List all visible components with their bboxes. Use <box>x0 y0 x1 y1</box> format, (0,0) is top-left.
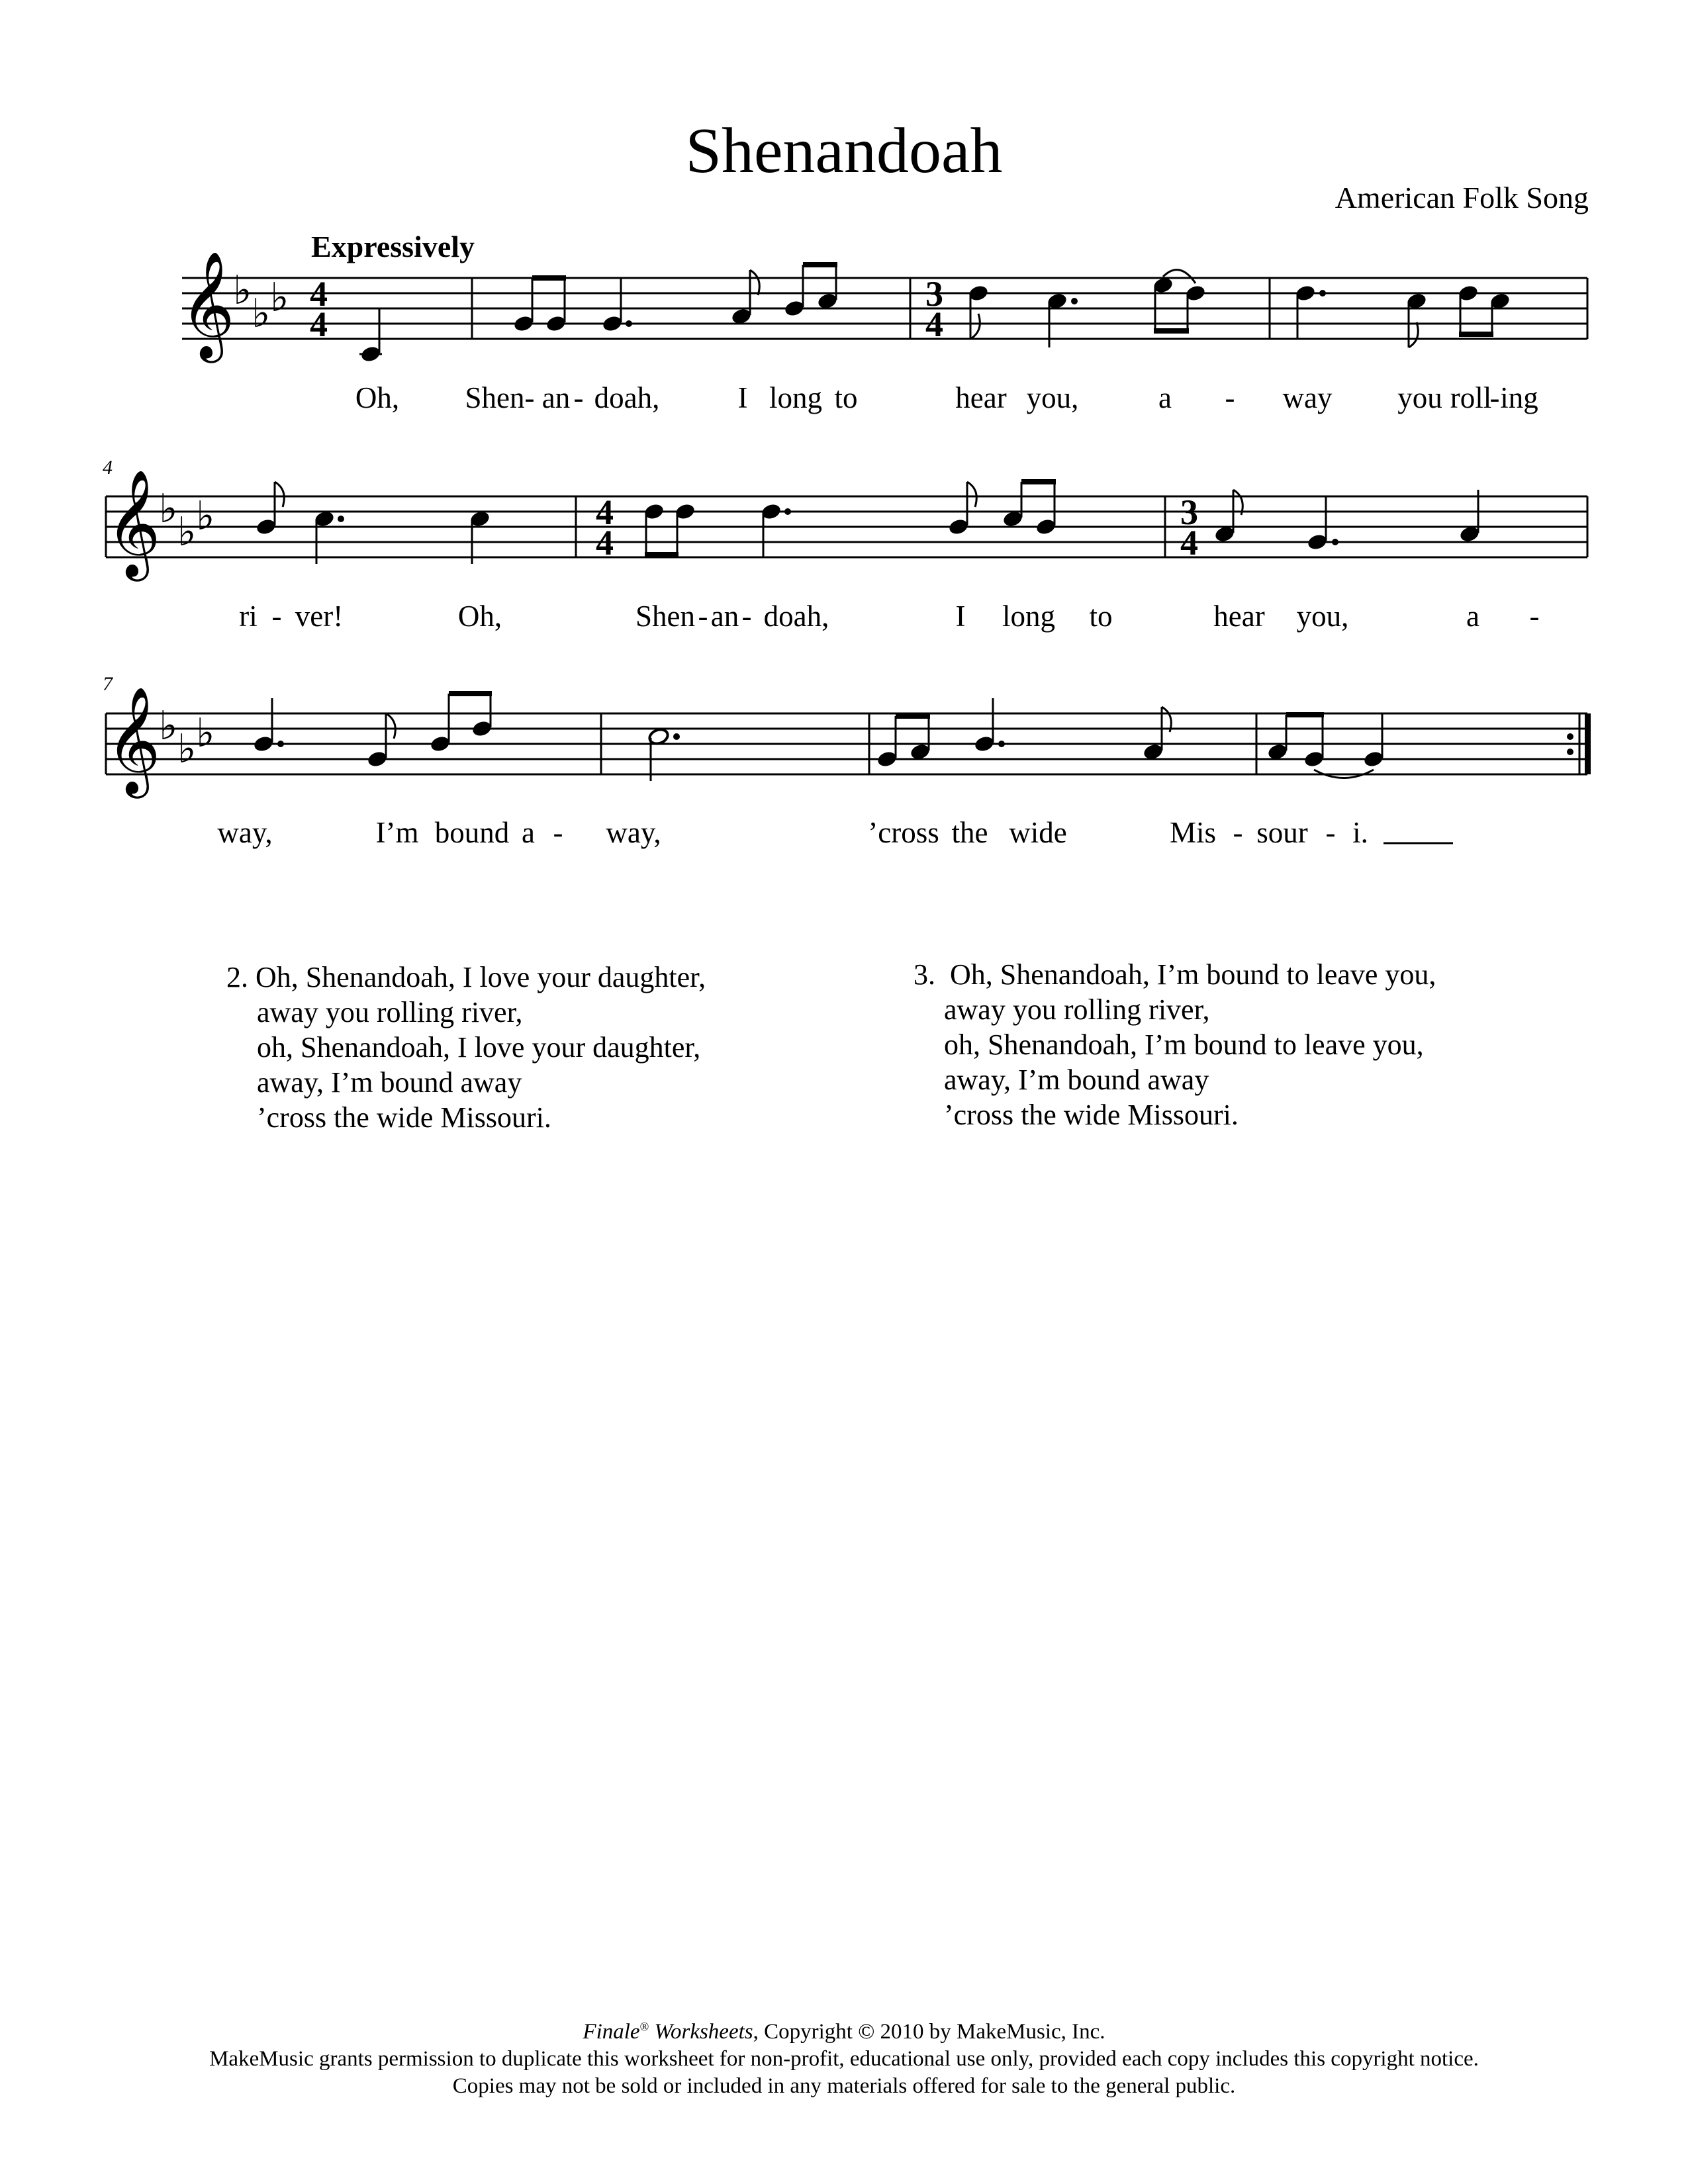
svg-text:4: 4 <box>596 523 614 563</box>
treble-clef: 𝄞 <box>106 686 161 794</box>
svg-text:♭: ♭ <box>159 703 178 749</box>
permission-notice: MakeMusic grants permission to duplicate this worksheet for non-profit, educational use only, provided each copy includes this copyright notice. <box>209 2047 1479 2071</box>
verse-line: away you rolling river, <box>257 996 523 1028</box>
measure-number: 7 <box>103 673 113 695</box>
notes <box>255 482 1480 564</box>
staff-system-3 <box>0 686 1688 833</box>
verse-line: ’cross the wide Missouri. <box>944 1099 1239 1131</box>
lyric-syllable: an <box>710 600 739 633</box>
svg-text:♭: ♭ <box>233 267 252 314</box>
lyric-syllable: a <box>522 816 535 849</box>
staff-lines <box>106 496 1587 557</box>
melisma-extender <box>0 841 1688 847</box>
lyric-syllable: hear <box>1213 600 1265 633</box>
treble-clef: 𝄞 <box>180 251 235 359</box>
lyric-syllable: ing <box>1500 381 1538 414</box>
lyric-syllable: I <box>737 381 748 414</box>
lyric-syllable: you, <box>1296 600 1349 633</box>
lyric-syllable: i. <box>1352 816 1368 849</box>
lyric-hyphen: - <box>1325 816 1336 849</box>
measure-number: 4 <box>103 457 113 478</box>
lyric-syllable: you, <box>1026 381 1079 414</box>
svg-text:♭: ♭ <box>196 710 215 756</box>
lyric-syllable: way, <box>217 816 273 849</box>
staff-lines <box>106 713 1587 774</box>
notes <box>252 694 1384 781</box>
tempo-marking: Expressively <box>311 230 475 263</box>
svg-text:4: 4 <box>310 304 328 344</box>
song-title: Shenandoah <box>685 115 1003 187</box>
lyric-hyphen: - <box>741 600 752 633</box>
time-signature-4-4 <box>310 274 328 344</box>
verse-line: Oh, Shenandoah, I’m bound to leave you, <box>950 958 1436 991</box>
lyric-syllable: roll <box>1450 381 1492 414</box>
lyric-syllable: long <box>769 381 823 414</box>
verse-line: ’cross the wide Missouri. <box>257 1101 551 1134</box>
lyric-hyphen: - <box>1225 381 1235 414</box>
lyric-hyphen: - <box>1489 381 1500 414</box>
lyric-syllable: bound <box>434 816 510 849</box>
lyric-syllable: an <box>541 381 571 414</box>
verse-line: Oh, Shenandoah, I love your daughter, <box>256 961 706 993</box>
svg-text:4: 4 <box>310 274 328 314</box>
svg-text:♭: ♭ <box>196 493 215 539</box>
verse-line: away you rolling river, <box>944 993 1210 1026</box>
svg-text:3: 3 <box>925 274 943 314</box>
lyric-hyphen: - <box>553 816 563 849</box>
lyric-syllable: way <box>1282 381 1333 414</box>
lyric-hyphen: - <box>1529 600 1540 633</box>
lyric-syllable: a <box>1158 381 1172 414</box>
svg-text:♭: ♭ <box>270 275 289 321</box>
lyric-syllable: Oh, <box>355 381 400 414</box>
verse-number: 3. <box>914 958 935 991</box>
lyric-syllable: Oh, <box>457 600 502 633</box>
lyric-syllable: ri <box>239 600 258 633</box>
lyric-syllable: Shen- <box>465 381 535 414</box>
svg-text:4: 4 <box>1180 523 1198 563</box>
verse-3 <box>914 957 1436 1132</box>
copyright-footer <box>0 2013 1688 2100</box>
treble-clef: 𝄞 <box>106 469 161 577</box>
time-signature-3-4 <box>925 274 943 344</box>
svg-text:♭: ♭ <box>177 509 197 555</box>
lyric-syllable: you <box>1397 381 1442 414</box>
lyric-syllable: sour <box>1256 816 1308 849</box>
time-signature-3-4 <box>1180 492 1198 563</box>
svg-text:♭: ♭ <box>177 726 197 772</box>
staff-system-1 <box>0 251 1688 397</box>
lyric-syllable: way, <box>606 816 661 849</box>
svg-text:♭: ♭ <box>159 486 178 532</box>
lyric-syllable: doah, <box>594 381 660 414</box>
lyric-hyphen: - <box>1233 816 1243 849</box>
lyric-syllable: long <box>1002 600 1056 633</box>
verse-line: away, I’m bound away <box>944 1064 1209 1096</box>
sale-restriction: Copies may not be sold or included in any materials offered for sale to the general public. <box>452 2074 1236 2098</box>
lyric-syllable: doah, <box>763 600 829 633</box>
lyric-syllable: a <box>1466 600 1479 633</box>
staff-lines <box>182 278 1587 339</box>
time-signature-4-4 <box>596 492 614 563</box>
verse-line: oh, Shenandoah, I’m bound to leave you, <box>944 1028 1424 1061</box>
verse-number: 2. <box>226 961 248 993</box>
verse-2 <box>226 960 706 1135</box>
lyric-syllable: ver! <box>295 600 344 633</box>
lyric-syllable: to <box>1089 600 1113 633</box>
svg-text:3: 3 <box>1180 492 1198 532</box>
verse-line: oh, Shenandoah, I love your daughter, <box>257 1031 701 1064</box>
lyric-syllable: I’m <box>375 816 419 849</box>
lyric-hyphen: - <box>698 600 708 633</box>
lyric-syllable: wide <box>1009 816 1067 849</box>
lyric-syllable: Shen <box>635 600 695 633</box>
svg-text:4: 4 <box>925 304 943 344</box>
lyric-syllable: the <box>951 816 988 849</box>
lyric-syllable: ’cross <box>868 816 939 849</box>
lyric-syllable: Mis <box>1169 816 1217 849</box>
lyric-hyphen: - <box>271 600 282 633</box>
staff-system-2 <box>0 469 1688 615</box>
lyric-syllable: I <box>955 600 966 633</box>
lyric-syllable: to <box>834 381 858 414</box>
lyric-syllable: hear <box>955 381 1007 414</box>
copyright-line: Finale® Worksheets, Copyright © 2010 by MakeMusic, Inc. <box>583 2020 1105 2044</box>
svg-text:♭: ♭ <box>252 291 271 337</box>
verse-line: away, I’m bound away <box>257 1066 522 1099</box>
composer-credit: American Folk Song <box>1335 181 1589 214</box>
svg-text:4: 4 <box>596 492 614 532</box>
lyric-hyphen: - <box>573 381 584 414</box>
